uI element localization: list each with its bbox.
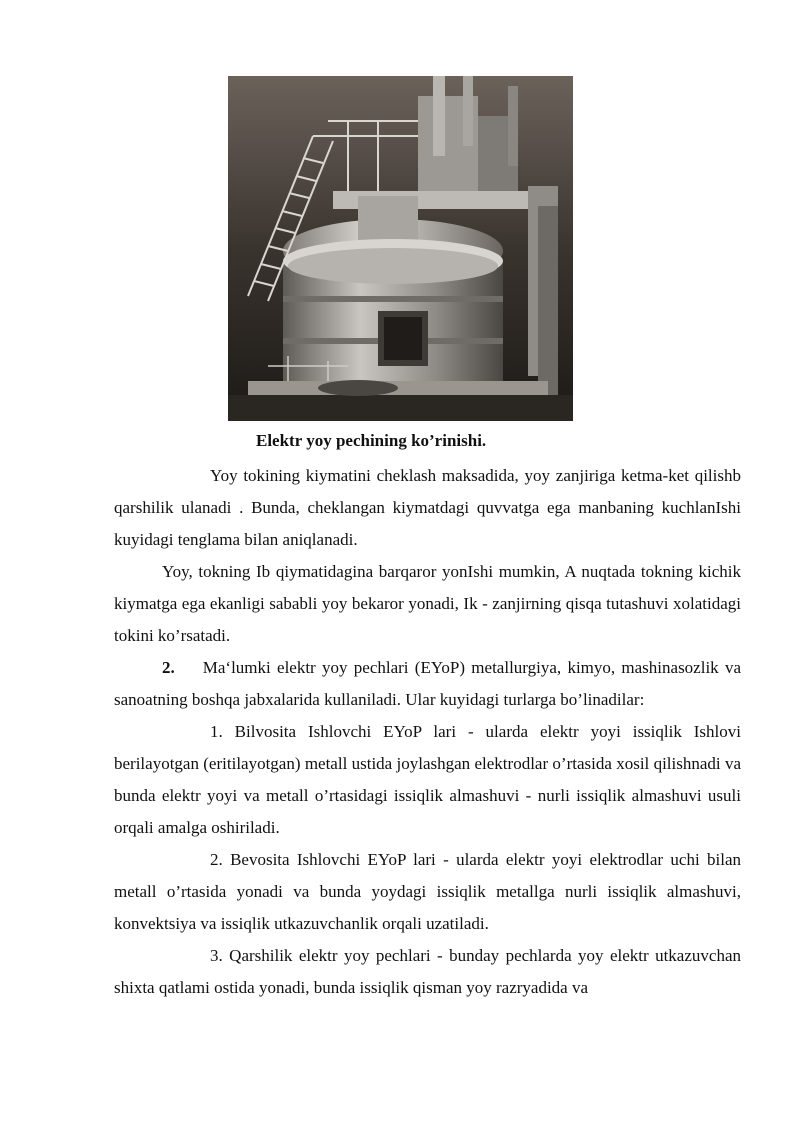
list-item: 3. Qarshilik elektr yoy pechlari - bunday pechlarda yoy elektr utkazuvchan shixta qatlami ostida yonadi, bunda issiqlik qisman yoy razryadida va — [114, 946, 741, 997]
list-item: 2. Bevosita Ishlovchi EYoP lari - ularda elektr yoyi elektrodlar uchi bilan metall o’rtasida yonadi va bunda yoydagi issiqlik metallga nurli issiqlik almashuvi, konvektsiya va issiqlik utkazuvchanlik orqali uzatiladi. — [114, 850, 741, 933]
paragraph: Yoy tokining kiymatini cheklash maksadida, yoy zanjiriga ketma-ket qilishb qarshilik ulanadi . Bunda, cheklangan kiymatdagi quvvatga ega manbaning kuchlanIshi kuyidagi tenglama bilan aniqlanadi. — [114, 466, 741, 549]
section-text: Ma‘lumki elektr yoy pechlari (EYoP) metallurgiya, kimyo, mashinasozlik va sanoatning boshqa jabxalarida kullaniladi. Ular kuyidagi turlarga bo’linadilar: — [114, 658, 741, 709]
furnace-photo — [228, 76, 573, 421]
paragraph: Yoy, tokning Ib qiymatidagina barqaror yonIshi mumkin, A nuqtada tokning kichik kiymatga ega ekanligi sababli yoy bekaror yonadi, Ik - zanjirning qisqa tutashuvi xolatidagi tokini ko’rsatadi. — [114, 562, 741, 645]
section-paragraph — [114, 652, 741, 716]
figure-caption: Elektr yoy pechining ko’rinishi. — [256, 431, 487, 450]
document-body — [114, 460, 741, 1004]
section-number: 2. — [162, 658, 175, 677]
list-item: 1. Bilvosita Ishlovchi EYoP lari - ularda elektr yoyi issiqlik Ishlovi berilayotgan (eritilayotgan) metall ustida joylashgan elektrodlar o’rtasida xosil qilishnadi va bunda elektr yoyi va metall o’rtasidagi issiqlik almashuvi - nurli issiqlik almashuvi usuli orqali amalga oshiriladi. — [114, 722, 741, 837]
furnace-illustration — [228, 76, 573, 421]
